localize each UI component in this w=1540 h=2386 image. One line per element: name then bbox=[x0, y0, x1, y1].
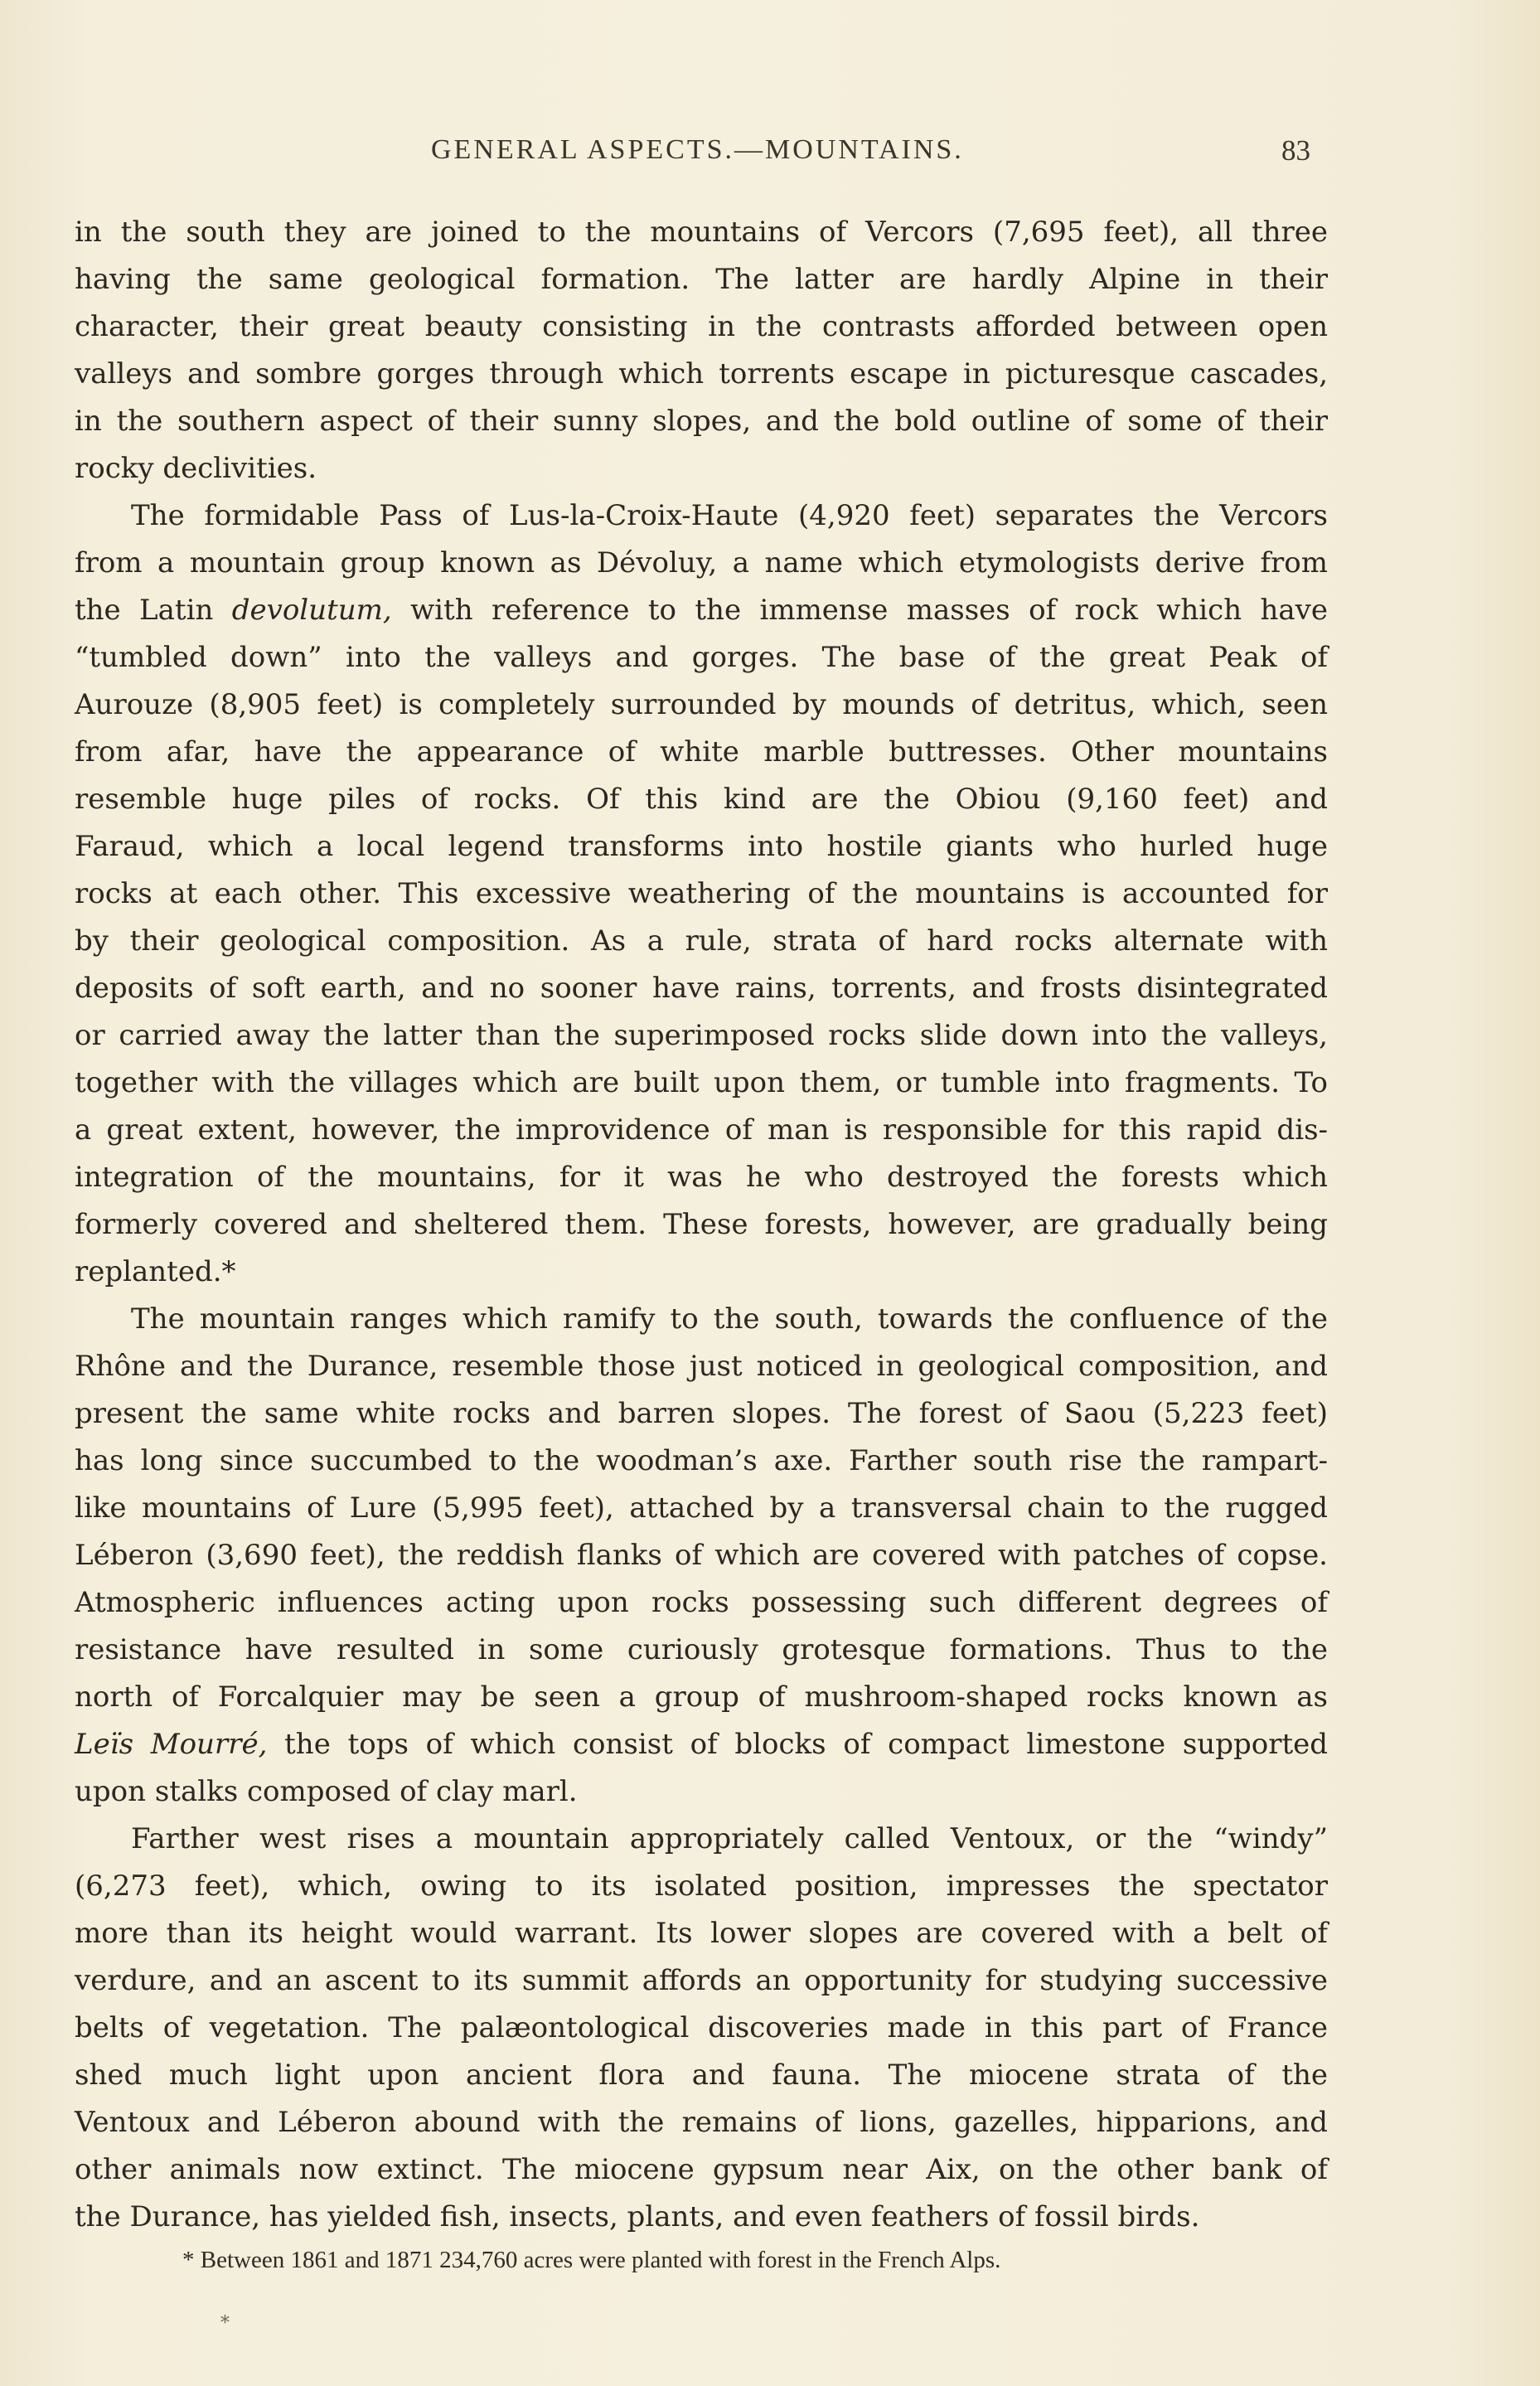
text-line: Faraud, which a local legend transforms into hostile giants who hurled huge bbox=[75, 830, 1328, 863]
text-line: Ventoux and Léberon abound with the remains of lions, gazelles, hipparions, and bbox=[75, 2106, 1328, 2139]
text-line: shed much light upon ancient flora and fauna. The miocene strata of the bbox=[75, 2059, 1328, 2092]
text-line: more than its height would warrant. Its lower slopes are covered with a belt of bbox=[75, 1917, 1328, 1950]
text-line: by their geological composition. As a rule, strata of hard rocks alternate with bbox=[75, 924, 1328, 958]
text-line: together with the villages which are built upon them, or tumble into fragments. To bbox=[75, 1066, 1328, 1099]
text-line: The mountain ranges which ramify to the south, towards the confluence of the bbox=[131, 1302, 1328, 1336]
text-line: like mountains of Lure (5,995 feet), attached by a transversal chain to the rugged bbox=[75, 1491, 1328, 1525]
text-line: Atmospheric influences acting upon rocks possessing such different degrees of bbox=[75, 1586, 1328, 1619]
text-line: verdure, and an ascent to its summit affords an opportunity for studying successive bbox=[75, 1964, 1328, 1997]
text-line: belts of vegetation. The palæontological discoveries made in this part of France bbox=[75, 2011, 1328, 2044]
text-line: or carried away the latter than the superimposed rocks slide down into the valleys, bbox=[75, 1019, 1328, 1052]
text-line: formerly covered and sheltered them. These forests, however, are gradually being bbox=[75, 1208, 1328, 1241]
text-segment: with reference to the immense masses of rock which have bbox=[391, 594, 1328, 627]
text-line: a great extent, however, the improvidence of man is responsible for this rapid dis- bbox=[75, 1113, 1328, 1147]
text-line: deposits of soft earth, and no sooner have rains, torrents, and frosts disintegrated bbox=[75, 972, 1328, 1005]
text-line: rocks at each other. This excessive weathering of the mountains is accounted for bbox=[75, 877, 1328, 910]
page-number: 83 bbox=[1281, 134, 1310, 167]
footnote: * Between 1861 and 1871 234,760 acres were planted with forest in the French Alps. bbox=[182, 2247, 1001, 2273]
text-segment: the Latin bbox=[75, 594, 232, 627]
text-line: character, their great beauty consisting in the contrasts afforded between open bbox=[75, 310, 1328, 343]
text-line: from afar, have the appearance of white marble buttresses. Other mountains bbox=[75, 735, 1328, 769]
text-line: in the southern aspect of their sunny slopes, and the bold outline of some of their bbox=[75, 405, 1328, 438]
text-line: resistance have resulted in some curiously grotesque formations. Thus to the bbox=[75, 1633, 1328, 1666]
text-line: having the same geological formation. The latter are hardly Alpine in their bbox=[75, 263, 1328, 296]
text-line: other animals now extinct. The miocene gypsum near Aix, on the other bank of bbox=[75, 2153, 1328, 2186]
text-segment: the tops of which consist of blocks of compact limestone supported bbox=[267, 1728, 1328, 1761]
text-line: resemble huge piles of rocks. Of this kind are the Obiou (9,160 feet) and bbox=[75, 783, 1328, 816]
text-line: integration of the mountains, for it was he who destroyed the forests which bbox=[75, 1161, 1328, 1194]
text-line: valleys and sombre gorges through which torrents escape in picturesque cascades, bbox=[75, 357, 1328, 390]
text-line: the Durance, has yielded fish, insects, plants, and even feathers of fossil birds. bbox=[75, 2200, 1200, 2233]
text-line: has long since succumbed to the woodman’s axe. Farther south rise the rampart- bbox=[75, 1444, 1328, 1477]
text-line: Rhône and the Durance, resemble those just noticed in geological composition, and bbox=[75, 1350, 1328, 1383]
text-line: (6,273 feet), which, owing to its isolated position, impresses the spectator bbox=[75, 1870, 1328, 1903]
text-line: “tumbled down” into the valleys and gorges. The base of the great Peak of bbox=[75, 641, 1328, 674]
body-text bbox=[75, 209, 1328, 2241]
text-line: upon stalks composed of clay marl. bbox=[75, 1775, 578, 1808]
italic-term-devolutum: devolutum, bbox=[231, 594, 392, 627]
text-line-leis-mourre bbox=[75, 1721, 1328, 1768]
text-line: replanted.* bbox=[75, 1255, 236, 1288]
text-line-devolutum bbox=[75, 587, 1328, 634]
running-head bbox=[0, 134, 1540, 171]
text-line: Farther west rises a mountain appropriately called Ventoux, or the “windy” bbox=[131, 1822, 1328, 1855]
stray-asterisk-mark: * bbox=[220, 2313, 230, 2334]
text-line: north of Forcalquier may be seen a group of mushroom-shaped rocks known as bbox=[75, 1680, 1328, 1714]
text-line: Aurouze (8,905 feet) is completely surrounded by mounds of detritus, which, seen bbox=[75, 688, 1328, 721]
text-line: Léberon (3,690 feet), the reddish flanks of which are covered with patches of copse. bbox=[75, 1539, 1328, 1572]
text-line: rocky declivities. bbox=[75, 452, 317, 485]
text-line: from a mountain group known as Dévoluy, a name which etymologists derive from bbox=[75, 546, 1328, 580]
running-head-title: GENERAL ASPECTS.—MOUNTAINS. bbox=[431, 134, 964, 165]
text-line: in the south they are joined to the mountains of Vercors (7,695 feet), all three bbox=[75, 216, 1328, 249]
text-line: The formidable Pass of Lus-la-Croix-Haute (4,920 feet) separates the Vercors bbox=[131, 499, 1328, 532]
italic-term-leis-mourre: Leïs Mourré, bbox=[75, 1728, 268, 1761]
text-line: present the same white rocks and barren slopes. The forest of Saou (5,223 feet) bbox=[75, 1397, 1328, 1430]
